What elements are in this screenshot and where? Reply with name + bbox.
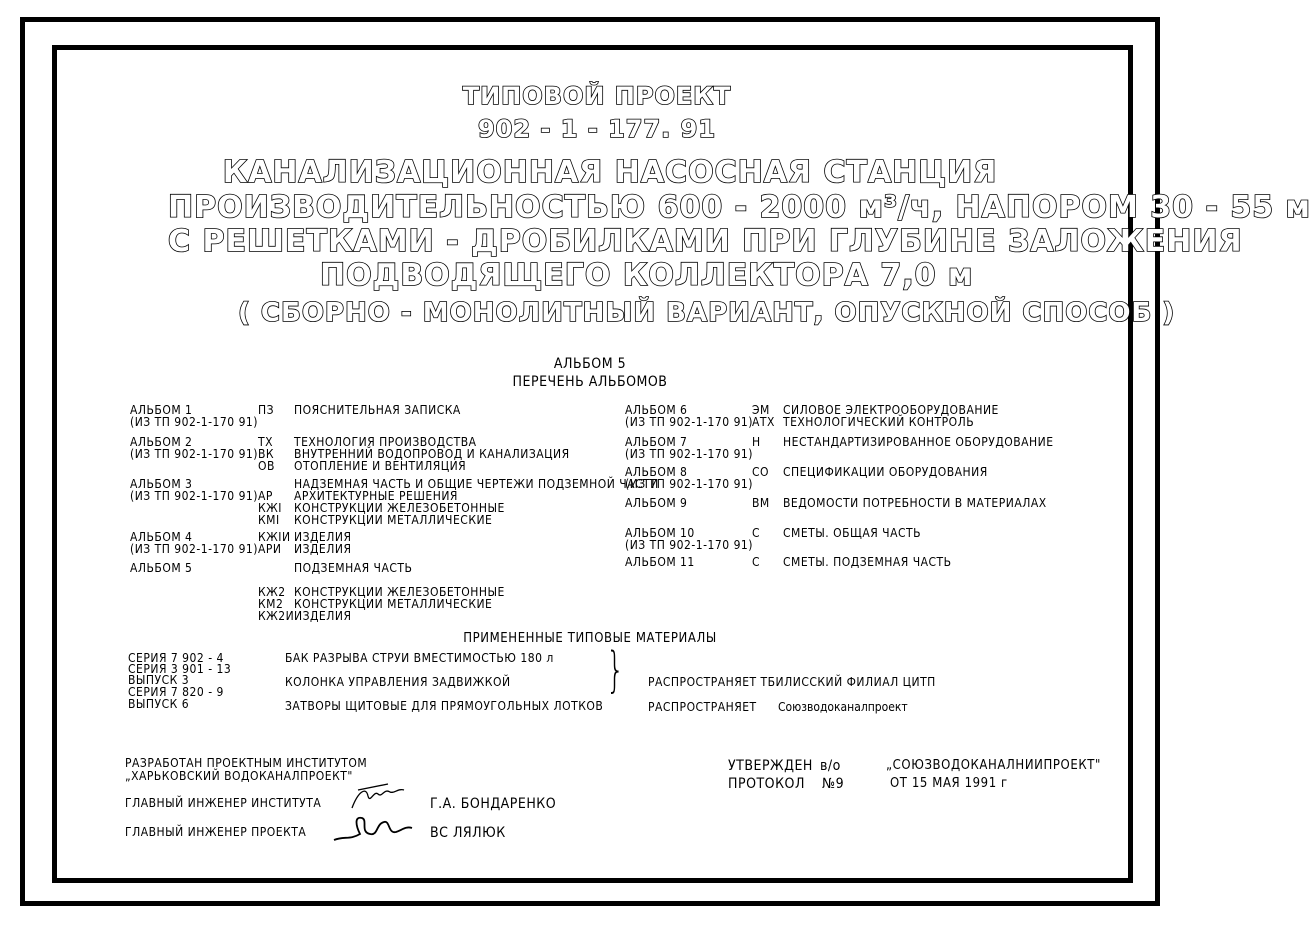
series-item: СЕРИЯ 7 902 - 4 bbox=[128, 651, 224, 665]
album-name: АЛЬБОМ 4 bbox=[130, 530, 193, 544]
album-entry: ВНУТРЕННИЙ ВОДОПРОВОД И КАНАЛИЗАЦИЯ bbox=[294, 447, 570, 461]
album-source: (ИЗ ТП 902-1-170 91) bbox=[130, 489, 259, 503]
album-entry: ПОДЗЕМНАЯ ЧАСТЬ bbox=[294, 561, 413, 575]
series-item: ВЫПУСК 3 bbox=[128, 673, 190, 687]
title-line-5: ( СБОРНО - МОНОЛИТНЫЙ ВАРИАНТ, ОПУСКНОЙ СПОСОБ ) bbox=[238, 298, 1176, 328]
protocol-number: №9 bbox=[822, 776, 845, 792]
material-item: КОЛОНКА УПРАВЛЕНИЯ ЗАДВИЖКОЙ bbox=[285, 675, 511, 689]
series-item: СЕРИЯ 7 820 - 9 bbox=[128, 685, 224, 699]
chief-engineer-name: Г.А. БОНДАРЕНКО bbox=[430, 796, 557, 812]
album-name: АЛЬБОМ 1 bbox=[130, 403, 193, 417]
album-entry: ИЗДЕЛИЯ bbox=[294, 530, 352, 544]
title-line-4: ПОДВОДЯЩЕГО КОЛЛЕКТОРА 7,0 м bbox=[320, 258, 974, 293]
album-code: АТХ bbox=[752, 415, 775, 429]
album-entry: ОТОПЛЕНИЕ И ВЕНТИЛЯЦИЯ bbox=[294, 459, 467, 473]
album-source: (ИЗ ТП 902-1-170 91) bbox=[625, 415, 754, 429]
protocol-label: ПРОТОКОЛ bbox=[728, 776, 805, 792]
approved-org: „СОЮЗВОДОКАНАЛНИИПРОЕКТ" bbox=[886, 758, 1101, 773]
project-type: ТИПОВОЙ ПРОЕКТ bbox=[462, 82, 732, 110]
title-line-1: КАНАЛИЗАЦИОННАЯ НАСОСНАЯ СТАНЦИЯ bbox=[222, 155, 998, 190]
album-name: АЛЬБОМ 6 bbox=[625, 403, 688, 417]
album-code: ПЗ bbox=[258, 403, 275, 417]
album-code: С bbox=[752, 526, 761, 540]
distributor-2-label: РАСПРОСТРАНЯЕТ bbox=[648, 700, 757, 714]
chief-engineer-label: ГЛАВНЫЙ ИНЖЕНЕР ИНСТИТУТА bbox=[125, 796, 322, 810]
album-entry: ИЗДЕЛИЯ bbox=[294, 542, 352, 556]
album-entry: СМЕТЫ. ОБЩАЯ ЧАСТЬ bbox=[783, 526, 921, 540]
distributor-1: РАСПРОСТРАНЯЕТ ТБИЛИССКИЙ ФИЛИАЛ ЦИТП bbox=[648, 675, 936, 689]
album-entry: КОНСТРУКЦИИ ЖЕЛЕЗОБЕТОННЫЕ bbox=[294, 501, 505, 515]
album-entry: НЕСТАНДАРТИЗИРОВАННОЕ ОБОРУДОВАНИЕ bbox=[783, 435, 1054, 449]
series-item: СЕРИЯ 3 901 - 13 bbox=[128, 662, 232, 676]
project-number: 902 - 1 - 177. 91 bbox=[477, 115, 717, 143]
album-code: КЖ2 bbox=[258, 585, 286, 599]
album-code: ЭМ bbox=[752, 403, 770, 417]
album-code: КМ2 bbox=[258, 597, 284, 611]
title-line-3: С РЕШЕТКАМИ - ДРОБИЛКАМИ ПРИ ГЛУБИНЕ ЗАЛОЖЕНИЯ bbox=[168, 224, 1243, 259]
material-item: БАК РАЗРЫВА СТРУИ ВМЕСТИМОСТЬЮ 180 л bbox=[285, 651, 554, 665]
album-code: АР bbox=[258, 489, 273, 503]
album-entry: КОНСТРУКЦИИ МЕТАЛЛИЧЕСКИЕ bbox=[294, 513, 493, 527]
project-engineer-name: ВС ЛЯЛЮК bbox=[430, 825, 506, 841]
distributor-2-name: Союзводоканалпроект bbox=[778, 700, 908, 714]
album-label: АЛЬБОМ 5 bbox=[553, 356, 627, 372]
materials-title: ПРИМЕНЕННЫЕ ТИПОВЫЕ МАТЕРИАЛЫ bbox=[463, 631, 717, 646]
album-source: (ИЗ ТП 902-1-170 91) bbox=[130, 542, 259, 556]
album-name: АЛЬБОМ 8 bbox=[625, 465, 688, 479]
material-item: ЗАТВОРЫ ЩИТОВЫЕ ДЛЯ ПРЯМОУГОЛЬНЫХ ЛОТКОВ bbox=[285, 699, 604, 713]
album-code: ВМ bbox=[752, 496, 770, 510]
approved-label: УТВЕРЖДЕН bbox=[728, 758, 813, 774]
album-name: АЛЬБОМ 2 bbox=[130, 435, 193, 449]
signature-2-icon bbox=[330, 810, 416, 846]
album-code: КЖ2И bbox=[258, 609, 295, 623]
project-engineer-label: ГЛАВНЫЙ ИНЖЕНЕР ПРОЕКТА bbox=[125, 825, 307, 839]
album-code: ТХ bbox=[258, 435, 273, 449]
album-entry: ТЕХНОЛОГИЧЕСКИЙ КОНТРОЛЬ bbox=[783, 415, 975, 429]
album-name: АЛЬБОМ 10 bbox=[625, 526, 695, 540]
album-source: (ИЗ ТП 902-1-170 91) bbox=[130, 415, 259, 429]
album-entry: НАДЗЕМНАЯ ЧАСТЬ И ОБЩИЕ ЧЕРТЕЖИ ПОДЗЕМНОЙ ЧАСТИ bbox=[294, 477, 659, 491]
album-entry: КОНСТРУКЦИИ ЖЕЛЕЗОБЕТОННЫЕ bbox=[294, 585, 505, 599]
curly-brace-icon: } bbox=[606, 642, 625, 698]
developed-by: РАЗРАБОТАН ПРОЕКТНЫМ ИНСТИТУТОМ bbox=[125, 756, 368, 770]
album-name: АЛЬБОМ 7 bbox=[625, 435, 688, 449]
album-name: АЛЬБОМ 3 bbox=[130, 477, 193, 491]
institute-name: „ХАРЬКОВСКИЙ ВОДОКАНАЛПРОЕКТ" bbox=[125, 769, 353, 783]
album-entry: КОНСТРУКЦИИ МЕТАЛЛИЧЕСКИЕ bbox=[294, 597, 493, 611]
album-code: КЖI bbox=[258, 501, 282, 515]
protocol-date: ОТ 15 МАЯ 1991 г bbox=[890, 776, 1008, 791]
approved-by-abbr: в/о bbox=[820, 758, 841, 774]
album-entry: АРХИТЕКТУРНЫЕ РЕШЕНИЯ bbox=[294, 489, 458, 503]
album-code: КМI bbox=[258, 513, 280, 527]
album-entry: ИЗДЕЛИЯ bbox=[294, 609, 352, 623]
album-code: СО bbox=[752, 465, 770, 479]
album-entry: СИЛОВОЕ ЭЛЕКТРООБОРУДОВАНИЕ bbox=[783, 403, 999, 417]
album-source: (ИЗ ТП 902-1-170 91) bbox=[625, 538, 754, 552]
album-source: (ИЗ ТП 902-1-170 91) bbox=[625, 447, 754, 461]
album-code: ВК bbox=[258, 447, 275, 461]
album-code: С bbox=[752, 555, 761, 569]
album-name: АЛЬБОМ 11 bbox=[625, 555, 695, 569]
album-code: АРИ bbox=[258, 542, 282, 556]
album-entry: ТЕХНОЛОГИЯ ПРОИЗВОДСТВА bbox=[294, 435, 477, 449]
album-entry: ПОЯСНИТЕЛЬНАЯ ЗАПИСКА bbox=[294, 403, 461, 417]
title-line-2: ПРОИЗВОДИТЕЛЬНОСТЬЮ 600 - 2000 м³/ч, НАПОРОМ 30 - 55 м bbox=[168, 190, 1311, 225]
album-source: (ИЗ ТП 902-1-170 91) bbox=[130, 447, 259, 461]
album-entry: ВЕДОМОСТИ ПОТРЕБНОСТИ В МАТЕРИАЛАХ bbox=[783, 496, 1047, 510]
album-name: АЛЬБОМ 9 bbox=[625, 496, 688, 510]
album-name: АЛЬБОМ 5 bbox=[130, 561, 193, 575]
signature-1-icon bbox=[348, 782, 412, 812]
album-code: КЖIИ bbox=[258, 530, 291, 544]
album-code: ОВ bbox=[258, 459, 275, 473]
album-entry: СПЕЦИФИКАЦИИ ОБОРУДОВАНИЯ bbox=[783, 465, 988, 479]
album-list-title: ПЕРЕЧЕНЬ АЛЬБОМОВ bbox=[512, 374, 668, 390]
series-item: ВЫПУСК 6 bbox=[128, 697, 190, 711]
album-entry: СМЕТЫ. ПОДЗЕМНАЯ ЧАСТЬ bbox=[783, 555, 952, 569]
album-source: (ИЗ ТП 902-1-170 91) bbox=[625, 477, 754, 491]
album-code: Н bbox=[752, 435, 761, 449]
